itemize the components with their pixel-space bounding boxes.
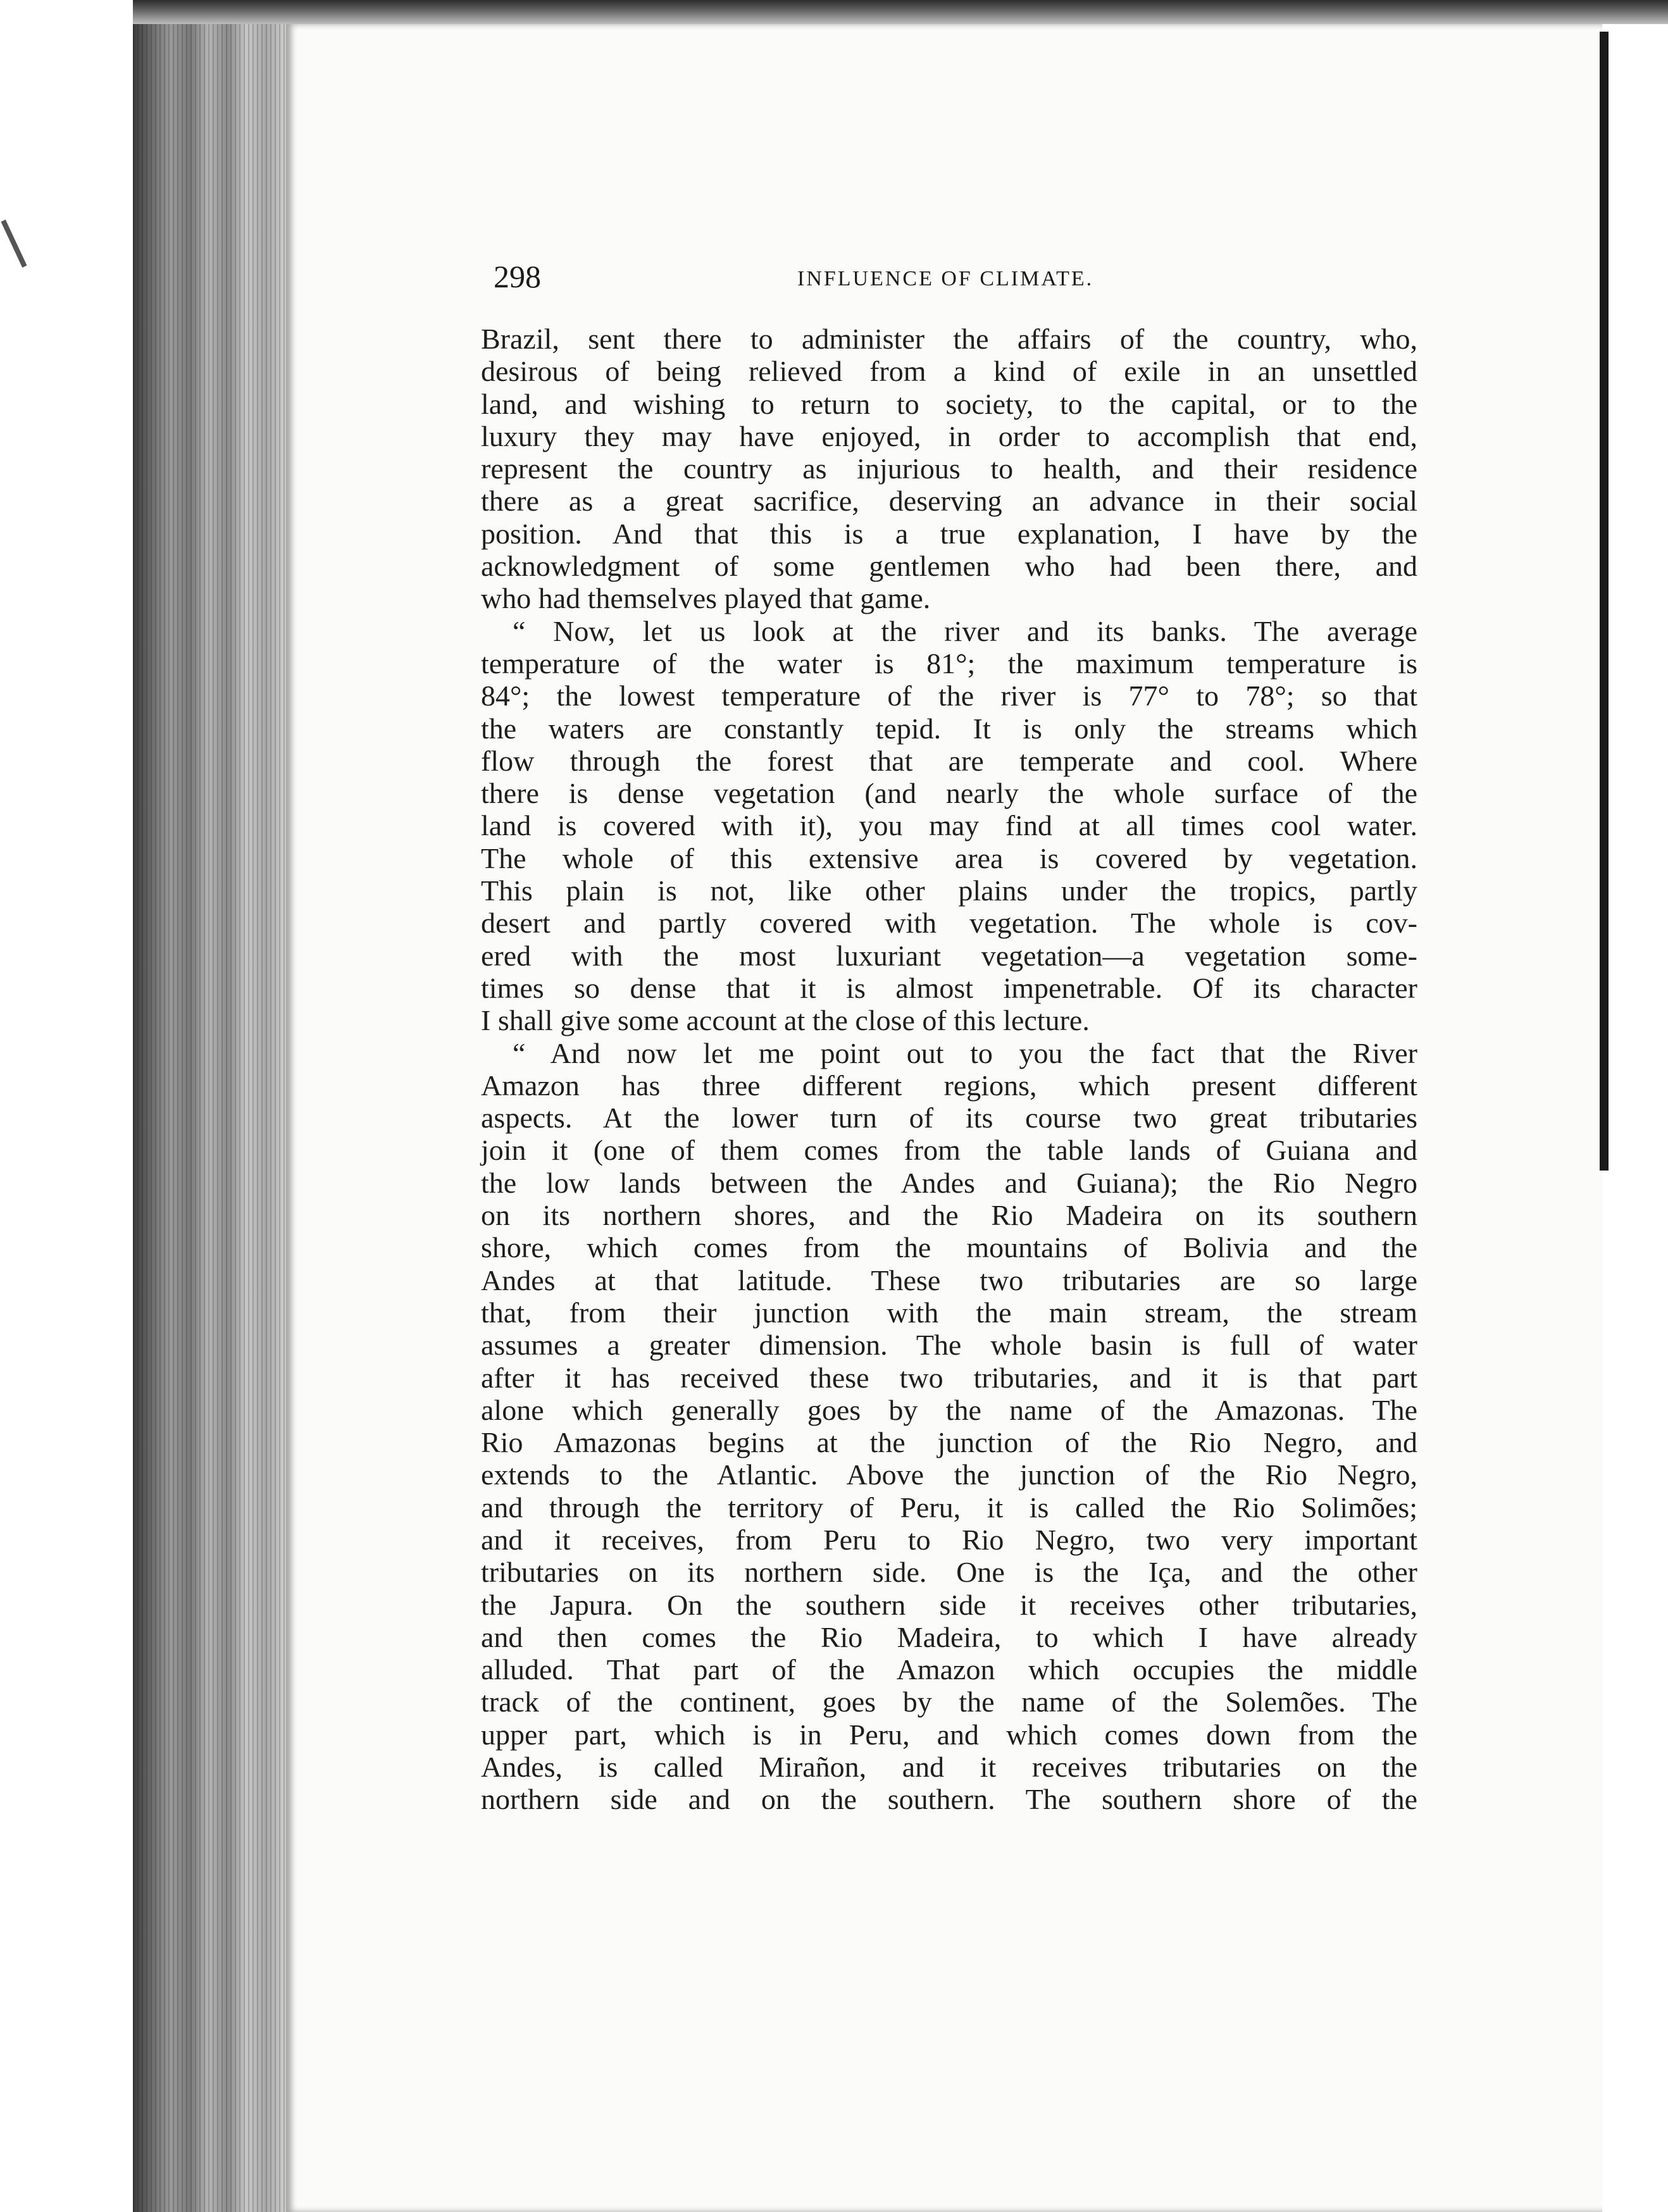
scan-mark bbox=[1, 220, 27, 268]
text-line: “ Now, let us look at the river and its banks. The average bbox=[513, 614, 1417, 647]
text-line: on its northern shores, and the Rio Madeira on its southern bbox=[481, 1199, 1417, 1232]
text-line: the low lands between the Andes and Guiana); the Rio Negro bbox=[481, 1166, 1417, 1199]
text-line: Andes, is called Mirañon, and it receives tributaries on the bbox=[481, 1751, 1417, 1784]
text-line: shore, which comes from the mountains of Bolivia and the bbox=[481, 1231, 1417, 1264]
text-line: assumes a greater dimension. The whole basin is full of water bbox=[481, 1329, 1417, 1362]
text-line: alone which generally goes by the name of the Amazonas. The bbox=[481, 1393, 1417, 1426]
text-line: Rio Amazonas begins at the junction of the Rio Negro, and bbox=[481, 1426, 1417, 1459]
text-line: upper part, which is in Peru, and which comes down from the bbox=[481, 1718, 1417, 1751]
page-number: 298 bbox=[494, 259, 541, 294]
text-line: Amazon has three different regions, which present different bbox=[481, 1069, 1417, 1102]
text-line: land is covered with it), you may find at all times cool water. bbox=[481, 809, 1417, 842]
text-line: desert and partly covered with vegetation. The whole is cov- bbox=[481, 907, 1417, 940]
text-line: the waters are constantly tepid. It is only the streams which bbox=[481, 712, 1417, 745]
text-line: aspects. At the lower turn of its course two great tributaries bbox=[481, 1102, 1417, 1134]
page-title: INFLUENCE OF CLIMATE. bbox=[797, 267, 1094, 290]
text-line: acknowledgment of some gentlemen who had been there, and bbox=[481, 550, 1417, 583]
text-line: I shall give some account at the close of this lecture. bbox=[481, 1004, 1090, 1037]
text-line: northern side and on the southern. The southern shore of the bbox=[481, 1783, 1417, 1816]
text-line: and it receives, from Peru to Rio Negro, two very important bbox=[481, 1523, 1417, 1556]
text-line: tributaries on its northern side. One is the Iça, and the other bbox=[481, 1556, 1417, 1589]
text-line: the Japura. On the southern side it receives other tributaries, bbox=[481, 1588, 1417, 1621]
text-line: “ And now let me point out to you the fact that the River bbox=[513, 1036, 1417, 1069]
text-line: The whole of this extensive area is covered by vegetation. bbox=[481, 842, 1417, 874]
text-line: desirous of being relieved from a kind of exile in an unsettled bbox=[481, 355, 1417, 388]
text-line: track of the continent, goes by the name of the Solemões. The bbox=[481, 1686, 1417, 1718]
text-line: This plain is not, like other plains under the tropics, partly bbox=[481, 874, 1417, 907]
text-line: times so dense that it is almost impenetrable. Of its character bbox=[481, 971, 1417, 1004]
text-line: extends to the Atlantic. Above the junction of the Rio Negro, bbox=[481, 1458, 1417, 1491]
text-line: alluded. That part of the Amazon which occupies the middle bbox=[481, 1653, 1417, 1686]
page-stack-stripes bbox=[133, 0, 291, 2212]
book-top-edge bbox=[133, 0, 1668, 24]
text-line: flow through the forest that are temperate and cool. Where bbox=[481, 744, 1417, 777]
text-line: Andes at that latitude. These two tributaries are so large bbox=[481, 1264, 1417, 1296]
text-line: land, and wishing to return to society, to the capital, or to the bbox=[481, 387, 1417, 420]
text-line: after it has received these two tributaries, and it is that part bbox=[481, 1361, 1417, 1394]
text-line: position. And that this is a true explanation, I have by the bbox=[481, 517, 1417, 550]
text-line: Brazil, sent there to administer the affairs of the country, who, bbox=[481, 323, 1417, 355]
text-line: who had themselves played that game. bbox=[481, 582, 931, 615]
text-line: ered with the most luxuriant vegetation—a vegetation some- bbox=[481, 939, 1417, 972]
running-head bbox=[494, 258, 1417, 302]
text-line: that, from their junction with the main stream, the stream bbox=[481, 1296, 1417, 1329]
text-line: there as a great sacrifice, deserving an advance in their social bbox=[481, 485, 1417, 518]
text-line: represent the country as injurious to health, and their residence bbox=[481, 452, 1417, 485]
text-line: 84°; the lowest temperature of the river is 77° to 78°; so that bbox=[481, 680, 1417, 712]
text-line: temperature of the water is 81°; the maximum temperature is bbox=[481, 647, 1417, 680]
text-line: there is dense vegetation (and nearly the whole surface of the bbox=[481, 777, 1417, 810]
text-line: luxury they may have enjoyed, in order to accomplish that end, bbox=[481, 419, 1417, 452]
book-right-edge bbox=[1600, 32, 1609, 1171]
text-line: join it (one of them comes from the table lands of Guiana and bbox=[481, 1134, 1417, 1167]
text-line: and then comes the Rio Madeira, to which I have already bbox=[481, 1620, 1417, 1653]
body-text bbox=[481, 323, 1417, 1816]
text-line: and through the territory of Peru, it is called the Rio Solimões; bbox=[481, 1491, 1417, 1524]
